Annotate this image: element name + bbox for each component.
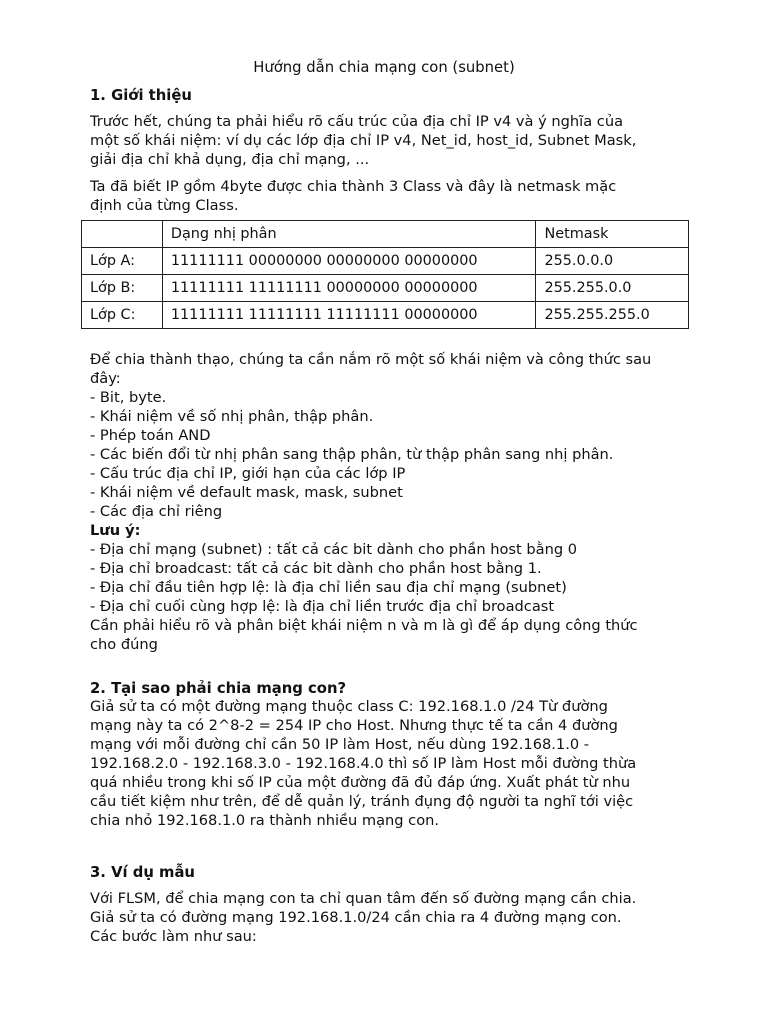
table-cell: 11111111 00000000 00000000 00000000 [162,248,536,275]
text-line: quá nhiều trong khi số IP của một đường đã đủ đáp ứng. Xuất phát từ nhu [90,774,631,791]
note-label: Lưu ý: [90,522,141,539]
table-header-cell: Dạng nhị phân [162,221,536,248]
list-item: - Khái niệm về số nhị phân, thập phân. [90,408,374,425]
text-line: cầu tiết kiệm như trên, để dễ quản lý, tránh đụng độ người ta nghĩ tới việc [90,793,634,810]
text-line: 192.168.2.0 - 192.168.3.0 - 192.168.4.0 thì số IP làm Host mỗi đường thừa [90,755,637,772]
text-line: Giả sử ta có một đường mạng thuộc class C: 192.168.1.0 /24 Từ đường [90,698,608,715]
table-cell: 255.0.0.0 [536,248,689,275]
concepts-block [90,350,690,654]
text-line: cho đúng [90,636,158,653]
table-header-row [82,221,689,248]
text-line: Với FLSM, để chia mạng con ta chỉ quan tâm đến số đường mạng cần chia. [90,890,637,907]
table-cell: 255.255.255.0 [536,302,689,329]
list-item: - Khái niệm về default mask, mask, subnet [90,484,403,501]
list-item: - Địa chỉ cuối cùng hợp lệ: là địa chỉ liền trước địa chỉ broadcast [90,598,555,615]
text-line: giải địa chỉ khả dụng, địa chỉ mạng, ... [90,151,370,168]
text-line: Ta đã biết IP gồm 4byte được chia thành 3 Class và đây là netmask mặc [90,178,617,195]
list-item: - Địa chỉ mạng (subnet) : tất cả các bit dành cho phần host bằng 0 [90,541,578,558]
table-cell: 11111111 11111111 00000000 00000000 [162,275,536,302]
table-cell: Lớp A: [82,248,163,275]
table-cell: Lớp C: [82,302,163,329]
text-line: một số khái niệm: ví dụ các lớp địa chỉ IP v4, Net_id, host_id, Subnet Mask, [90,132,637,149]
table-row [82,248,689,275]
example-paragraph [90,889,690,946]
list-item: - Địa chỉ broadcast: tất cả các bit dành cho phần host bằng 1. [90,560,542,577]
section-heading-example: 3. Ví dụ mẫu [90,864,195,881]
text-line: định của từng Class. [90,197,239,214]
list-item: - Phép toán AND [90,427,211,444]
netmask-table [81,220,689,329]
table-header-cell [82,221,163,248]
section-heading-why: 2. Tại sao phải chia mạng con? [90,680,347,697]
intro-paragraph [90,112,690,169]
text-line: Trước hết, chúng ta phải hiểu rõ cấu trúc của địa chỉ IP v4 và ý nghĩa của [90,113,624,130]
section-heading-intro: 1. Giới thiệu [90,87,192,104]
document-title: Hướng dẫn chia mạng con (subnet) [253,59,515,76]
list-item: - Các biến đổi từ nhị phân sang thập phân, từ thập phân sang nhị phân. [90,446,614,463]
text-line: Cần phải hiểu rõ và phân biệt khái niệm n và m là gì để áp dụng công thức [90,617,638,634]
table-header-cell: Netmask [536,221,689,248]
text-line: Các bước làm như sau: [90,928,257,945]
text-line: đây: [90,370,121,387]
list-item: - Các địa chỉ riêng [90,503,223,520]
text-line: chia nhỏ 192.168.1.0 ra thành nhiều mạng con. [90,812,440,829]
list-item: - Cấu trúc địa chỉ IP, giới hạn của các lớp IP [90,465,406,482]
table-cell: Lớp B: [82,275,163,302]
text-line: mạng với mỗi đường chỉ cần 50 IP làm Host, nếu dùng 192.168.1.0 - [90,736,590,753]
why-paragraph [90,697,690,830]
text-line: Giả sử ta có đường mạng 192.168.1.0/24 cần chia ra 4 đường mạng con. [90,909,622,926]
table-cell: 11111111 11111111 11111111 00000000 [162,302,536,329]
text-line: Để chia thành thạo, chúng ta cần nắm rõ một số khái niệm và công thức sau [90,351,652,368]
text-line: mạng này ta có 2^8-2 = 254 IP cho Host. Nhưng thực tế ta cần 4 đường [90,717,618,734]
class-paragraph [90,177,690,215]
table-cell: 255.255.0.0 [536,275,689,302]
table-row [82,302,689,329]
list-item: - Bit, byte. [90,389,167,406]
table-row [82,275,689,302]
list-item: - Địa chỉ đầu tiên hợp lệ: là địa chỉ liền sau địa chỉ mạng (subnet) [90,579,567,596]
